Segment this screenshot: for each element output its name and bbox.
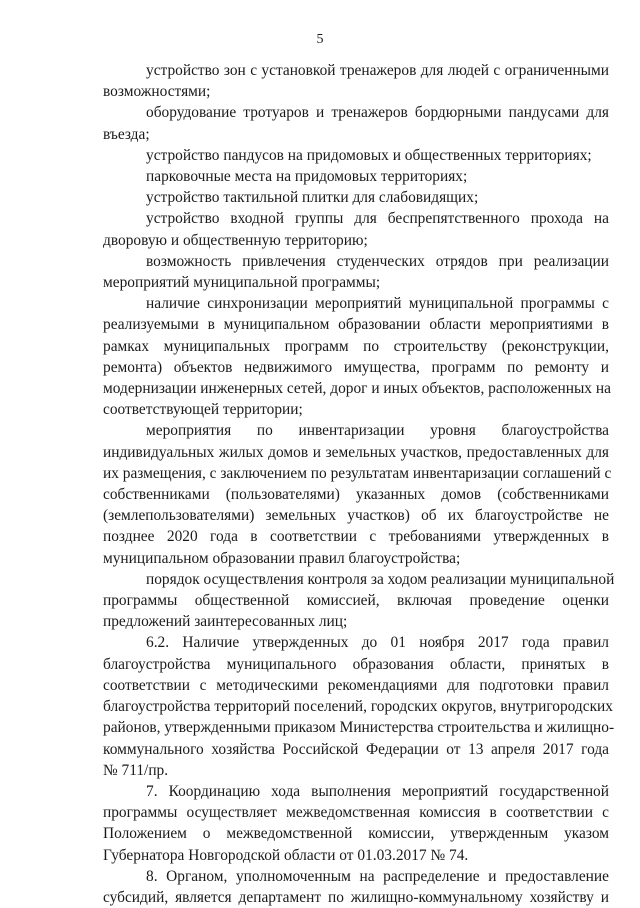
text-line: (землепользователями) земельных участков) об их благоустройстве не: [103, 507, 609, 525]
paragraph: [103, 781, 609, 866]
paragraph: [103, 166, 609, 187]
text-line: 7. Координацию хода выполнения мероприятий государственной: [146, 782, 609, 800]
paragraph: [103, 102, 609, 144]
text-line: собственниками (пользователями) указанных домов (собственниками: [103, 486, 609, 504]
paragraph: [103, 208, 609, 250]
text-line: рамках муниципальных программ по строительству (реконструкции,: [103, 337, 609, 355]
text-line: модернизации инженерных сетей, дорог и иных объектов, расположенных на: [103, 380, 611, 398]
paragraph: [103, 60, 609, 102]
text-line: индивидуальных жилых домов и земельных участков, предоставленных для: [103, 443, 609, 461]
text-line: 6.2. Наличие утвержденных до 01 ноября 2017 года правил: [146, 634, 609, 652]
text-line: устройство пандусов на придомовых и общественных территориях;: [146, 146, 592, 164]
paragraph: [103, 866, 609, 908]
text-line: программы общественной комиссией, включая проведение оценки: [103, 592, 609, 610]
paragraph: [103, 251, 609, 293]
text-line: Положением о межведомственной комиссии, утвержденным указом: [103, 825, 609, 843]
paragraph: [103, 632, 615, 780]
text-line: оборудование тротуаров и тренажеров бордюрными пандусами для: [146, 104, 609, 122]
text-line: соответствующей территории;: [103, 401, 303, 419]
text-line: ремонта) объектов недвижимого имущества, программ по ремонту и: [103, 358, 609, 376]
paragraph: [103, 187, 609, 208]
paragraph: [103, 293, 609, 420]
text-line: соответствии с методическими рекомендациями для подготовки правил: [103, 676, 609, 694]
text-line: благоустройства территорий поселений, городских округов, внутригородских: [103, 698, 613, 716]
text-line: субсидий, является департамент по жилищно-коммунальному хозяйству и: [103, 888, 609, 906]
paragraph: [103, 569, 615, 633]
text-line: программы осуществляет межведомственная комиссия в соответствии с: [103, 804, 609, 822]
page-number: 5: [316, 32, 324, 47]
text-line: возможность привлечения студенческих отрядов при реализации: [146, 252, 609, 270]
text-line: мероприятия по инвентаризации уровня благоустройства: [146, 422, 609, 440]
text-line: порядок осуществления контроля за ходом реализации муниципальной: [146, 570, 615, 588]
body-text: [103, 60, 615, 908]
text-line: районов, утвержденными приказом Министерства строительства и жилищно-: [103, 719, 615, 737]
text-line: их размещения, с заключением по результатам инвентаризации соглашений с: [103, 464, 612, 482]
text-line: наличие синхронизации мероприятий муниципальной программы с: [146, 295, 609, 313]
text-line: парковочные места на придомовых территориях;: [146, 168, 468, 186]
text-line: 8. Органом, уполномоченным на распределение и предоставление: [146, 867, 609, 885]
text-line: мероприятий муниципальной программы;: [103, 274, 381, 292]
text-line: предложений заинтересованных лиц;: [103, 613, 348, 631]
paragraph: [103, 420, 612, 568]
text-line: устройство входной группы для беспрепятственного прохода на: [146, 210, 609, 228]
text-line: позднее 2020 года в соответствии с требованиями утвержденных в: [103, 528, 609, 546]
text-line: благоустройства муниципального образования области, принятых в: [103, 655, 609, 673]
paragraph: [103, 145, 609, 166]
text-line: устройство зон с установкой тренажеров для людей с ограниченными: [146, 62, 609, 79]
text-line: муниципальном образовании правил благоустройства;: [103, 549, 461, 567]
text-line: дворовую и общественную территорию;: [103, 231, 368, 249]
text-line: въезда;: [103, 125, 150, 143]
text-line: коммунального хозяйства Российской Федерации от 13 апреля 2017 года: [103, 740, 609, 758]
text-line: № 711/пр.: [103, 761, 169, 779]
text-line: возможностями;: [103, 83, 211, 101]
text-line: устройство тактильной плитки для слабовидящих;: [146, 189, 479, 207]
text-line: Губернатора Новгородской области от 01.03.2017 № 74.: [103, 846, 469, 864]
text-line: реализуемыми в муниципальном образовании области мероприятиями в: [103, 316, 609, 334]
